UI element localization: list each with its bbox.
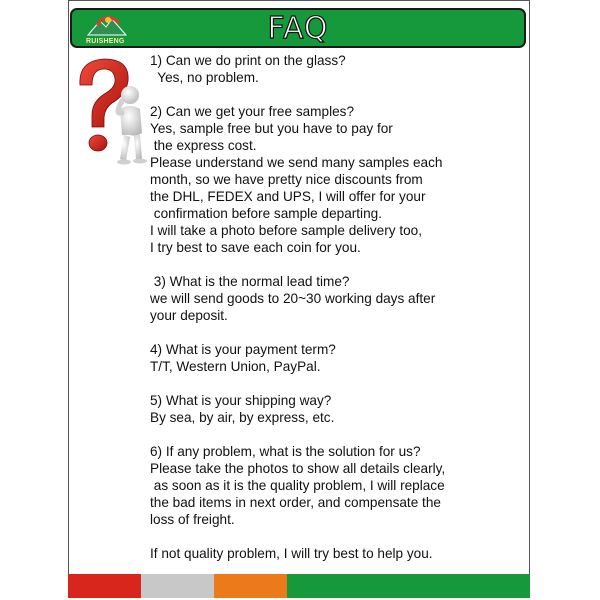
faq-item: [150, 103, 528, 256]
faq-answer-line: month, so we have pretty nice discounts from: [150, 172, 423, 187]
faq-answer-line: T/T, Western Union, PayPal.: [150, 359, 321, 374]
question-mark-person-icon: [74, 55, 150, 167]
faq-answer-line: your deposit.: [150, 308, 228, 323]
faq-question: If not quality problem, I will try best to help you.: [150, 546, 433, 561]
faq-item: [150, 273, 528, 324]
footer-bar-orange: [214, 574, 287, 598]
faq-answer-line: I try best to save each coin for you.: [150, 240, 361, 255]
faq-question: 4) What is your payment term?: [150, 342, 336, 357]
faq-item: [150, 52, 528, 86]
logo-text: RUISHENG: [86, 38, 125, 45]
faq-question: 5) What is your shipping way?: [150, 393, 332, 408]
faq-item: [150, 392, 528, 426]
faq-answer-line: Yes, sample free but you have to pay for: [150, 121, 393, 136]
footer-bar-grey: [141, 574, 214, 598]
footer-bar-red: [68, 574, 141, 598]
faq-question: 6) If any problem, what is the solution for us?: [150, 444, 421, 459]
page-title: FAQ: [267, 11, 329, 46]
faq-header-banner: [70, 8, 526, 48]
faq-item: [150, 443, 528, 528]
faq-answer-line: the express cost.: [150, 138, 257, 153]
faq-question: 2) Can we get your free samples?: [150, 104, 355, 119]
footer-bar-green: [287, 574, 530, 598]
faq-answer-line: we will send goods to 20~30 working days after: [150, 291, 436, 306]
faq-answer-line: By sea, by air, by express, etc.: [150, 410, 335, 425]
faq-content: [150, 52, 528, 579]
footer-color-bars: [68, 574, 530, 598]
faq-answer-line: as soon as it is the quality problem, I will replace: [150, 478, 445, 493]
faq-answer-line: loss of freight.: [150, 512, 235, 527]
faq-answer-line: confirmation before sample departing.: [150, 206, 382, 221]
faq-answer-line: I will take a photo before sample delivery too,: [150, 223, 423, 238]
faq-item: [150, 545, 528, 562]
faq-answer-line: Please understand we send many samples each: [150, 155, 443, 170]
faq-answer-line: the DHL, FEDEX and UPS, I will offer for your: [150, 189, 426, 204]
faq-answer-line: the bad items in next order, and compensate the: [150, 495, 441, 510]
faq-question: 3) What is the normal lead time?: [150, 274, 350, 289]
faq-item: [150, 341, 528, 375]
faq-question: 1) Can we do print on the glass?: [150, 53, 346, 68]
faq-answer-line: Please take the photos to show all details clearly,: [150, 461, 446, 476]
faq-answer-line: Yes, no problem.: [150, 70, 259, 85]
